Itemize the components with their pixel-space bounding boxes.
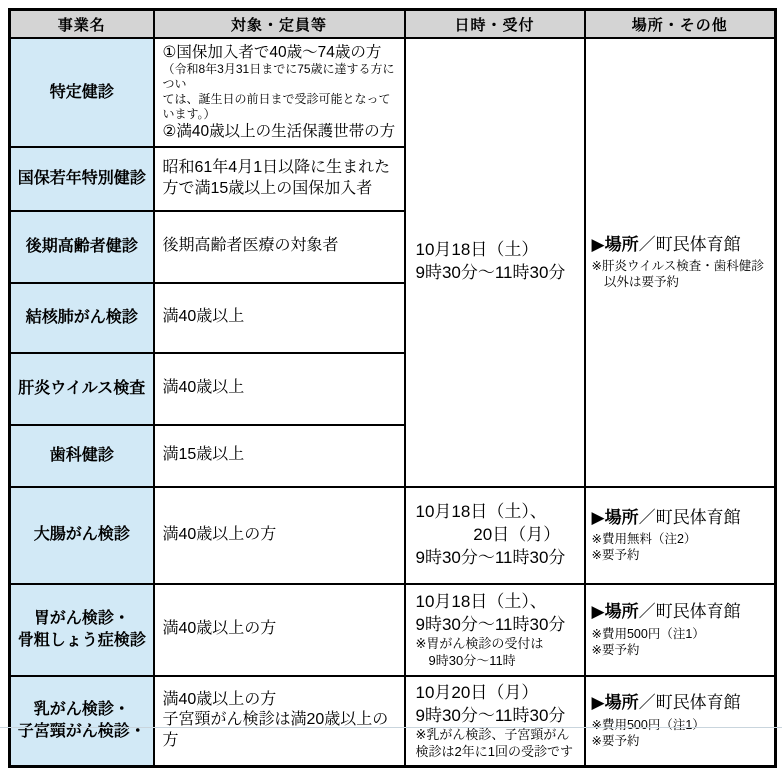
nyugan-shikyukei-datetime	[405, 676, 585, 767]
place-venue: ／町民体育館	[638, 693, 741, 713]
row-nyugan-shikyukei	[10, 676, 776, 767]
row-daicho-gan	[10, 487, 776, 584]
nyugan-shikyukei-place	[585, 676, 776, 767]
header-program-name: 事業名	[10, 10, 154, 39]
kanen-virus-target: 満40歳以上	[154, 353, 405, 425]
nyugan-datetime-line2: 9時30分～11時30分	[415, 705, 566, 725]
igan-place-note2: ※要予約	[591, 642, 640, 657]
kanen-virus-name: 肝炎ウイルス検査	[10, 353, 154, 425]
nyugan-target-line1: 満40歳以上の方	[162, 690, 277, 708]
daicho-place-note1: ※費用無料（注2）	[591, 532, 697, 547]
tokutei-target-note-line1: （令和8年3月31日までに75歳に達する方につい	[162, 62, 395, 92]
group1-place-line	[592, 234, 771, 256]
place-marker-label: ▶場所	[591, 507, 639, 527]
nyugan-datetime-note2: 検診は2年に1回の受診です	[415, 743, 573, 759]
nyugan-target-line2: 子宮頸がん検診は満20歳以上の方	[162, 711, 389, 750]
group1-place	[585, 38, 776, 487]
igan-datetime-line1: 10月18日（土）、	[415, 591, 547, 611]
group1-datetime	[405, 38, 585, 487]
header-target: 対象・定員等	[154, 10, 405, 39]
nyugan-place-note2: ※要予約	[591, 733, 640, 748]
igan-kotsuso-name	[10, 584, 154, 676]
header-row	[10, 10, 776, 39]
place-marker-label: ▶場所	[591, 235, 639, 255]
tokutei-target-item1: ①国保加入者で40歳～74歳の方	[162, 44, 382, 61]
kekkaku-haigan-target: 満40歳以上	[154, 283, 405, 353]
nyugan-name-line1: 乳がん検診・	[33, 701, 130, 719]
bottom-divider	[0, 727, 782, 728]
group1-datetime-line2: 9時30分～11時30分	[415, 263, 566, 283]
row-igan-kotsuso	[10, 584, 776, 676]
igan-datetime-note1: ※胃がん検診の受付は	[415, 636, 544, 652]
tokutei-target-item2: ②満40歳以上の生活保護世帯の方	[162, 123, 396, 141]
tokutei-target	[154, 38, 405, 147]
place-venue: ／町民体育館	[638, 235, 741, 255]
kekkaku-haigan-name: 結核肺がん検診	[10, 283, 154, 353]
daicho-place-note2: ※要予約	[591, 548, 640, 563]
daicho-datetime-line3: 9時30分～11時30分	[415, 547, 566, 567]
row-tokutei	[10, 38, 776, 147]
igan-kotsuso-datetime	[405, 584, 585, 676]
nyugan-place-line	[592, 692, 771, 714]
igan-kotsuso-target: 満40歳以上の方	[154, 584, 405, 676]
nyugan-shikyukei-target	[154, 676, 405, 767]
nyugan-datetime-line1: 10月20日（月）	[415, 682, 539, 702]
igan-name-line1: 胃がん検診・	[33, 610, 130, 628]
daicho-gan-datetime	[405, 487, 585, 584]
daicho-gan-target: 満40歳以上の方	[154, 487, 405, 584]
header-datetime: 日時・受付	[405, 10, 585, 39]
igan-datetime-line2: 9時30分～11時30分	[415, 614, 566, 634]
kokuho-jakunen-name: 国保若年特別健診	[10, 147, 154, 211]
daicho-datetime-line2: 20日（月）	[473, 524, 561, 544]
place-marker-label: ▶場所	[591, 693, 639, 713]
kokuho-jakunen-target: 昭和61年4月1日以降に生まれた方で満15歳以上の国保加入者	[154, 147, 405, 211]
kouki-koureisha-target: 後期高齢者医療の対象者	[154, 211, 405, 283]
place-venue: ／町民体育館	[638, 602, 741, 622]
header-place: 場所・その他	[585, 10, 776, 39]
nyugan-place-note1: ※費用500円（注1）	[591, 717, 705, 732]
place-marker-label: ▶場所	[591, 602, 639, 622]
group1-place-note-line2: 以外は要予約	[604, 275, 680, 290]
group1-datetime-line1: 10月18日（土）	[415, 240, 539, 260]
nyugan-shikyukei-name	[10, 676, 154, 767]
daicho-datetime-line1: 10月18日（土）、	[415, 501, 547, 521]
shika-name: 歯科健診	[10, 425, 154, 487]
group1-place-note-line1: ※肝炎ウイルス検査・歯科健診	[591, 259, 764, 274]
nyugan-name-line2: 子宮頸がん検診・	[17, 722, 146, 740]
tokutei-name: 特定健診	[10, 38, 154, 147]
igan-datetime-note2: 9時30分～11時	[428, 652, 516, 668]
daicho-place-line	[592, 507, 771, 529]
shika-target: 満15歳以上	[154, 425, 405, 487]
kouki-koureisha-name: 後期高齢者健診	[10, 211, 154, 283]
nyugan-datetime-note1: ※乳がん検診、子宮頸がん	[415, 727, 570, 743]
health-checkup-schedule-table	[8, 8, 777, 768]
igan-place-note1: ※費用500円（注1）	[591, 626, 705, 641]
place-venue: ／町民体育館	[638, 507, 741, 527]
tokutei-target-note-line2: ては、誕生日の前日まで受診可能となっています。）	[162, 92, 391, 122]
igan-place-line	[592, 601, 771, 623]
daicho-gan-name: 大腸がん検診	[10, 487, 154, 584]
daicho-gan-place	[585, 487, 776, 584]
igan-kotsuso-place	[585, 584, 776, 676]
igan-name-line2: 骨粗しょう症検診	[17, 631, 146, 649]
